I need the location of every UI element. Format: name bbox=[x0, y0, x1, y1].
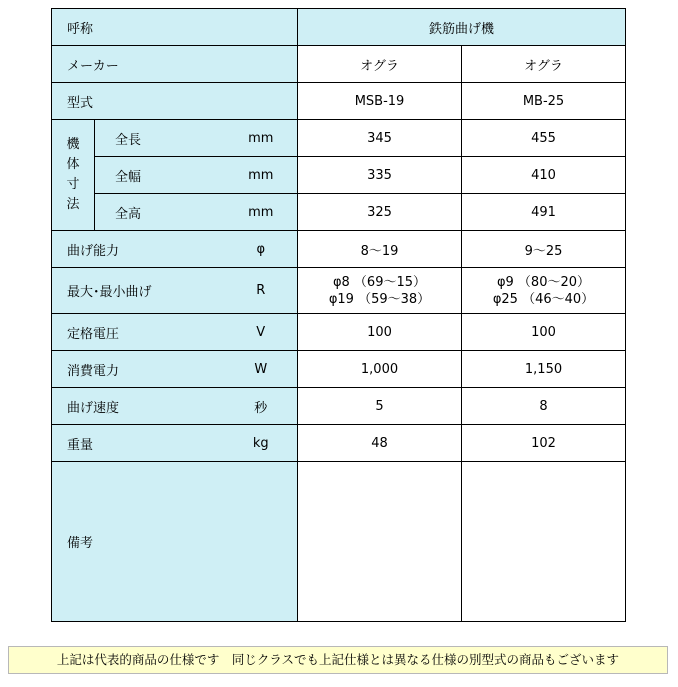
power-unit: W bbox=[225, 351, 298, 388]
body-dims-char: 体 bbox=[66, 157, 80, 172]
speed-value-1: 5 bbox=[298, 388, 462, 425]
capacity-unit: φ bbox=[225, 231, 298, 268]
height-value-1: 325 bbox=[298, 194, 462, 231]
header-row bbox=[52, 9, 626, 46]
power-value-1: 1,000 bbox=[298, 351, 462, 388]
height-value-2: 491 bbox=[462, 194, 626, 231]
body-dims-char: 寸 bbox=[66, 177, 80, 192]
bend-radius-line: φ9 （80～20） bbox=[496, 274, 591, 290]
body-dims-char: 法 bbox=[66, 197, 80, 212]
width-value-2: 410 bbox=[462, 157, 626, 194]
width-unit: mm bbox=[225, 157, 298, 194]
capacity-value-2: 9～25 bbox=[462, 231, 626, 268]
height-label: 全高 bbox=[95, 194, 225, 231]
width-label: 全幅 bbox=[95, 157, 225, 194]
power-row bbox=[52, 351, 626, 388]
width-row bbox=[52, 157, 626, 194]
bend-radius-row bbox=[52, 268, 626, 314]
body-dims-group-label bbox=[52, 120, 95, 231]
product-title: 鉄筋曲げ機 bbox=[298, 9, 626, 46]
weight-value-1: 48 bbox=[298, 425, 462, 462]
bend-radius-value-1 bbox=[298, 268, 462, 314]
remarks-label: 備考 bbox=[52, 462, 298, 622]
notice-bar: 上記は代表的商品の仕様です 同じクラスでも上記仕様とは異なる仕様の別型式の商品もございます bbox=[8, 646, 668, 674]
maker-value-1: オグラ bbox=[298, 46, 462, 83]
weight-value-2: 102 bbox=[462, 425, 626, 462]
capacity-label: 曲げ能力 bbox=[52, 231, 225, 268]
voltage-unit: V bbox=[225, 314, 298, 351]
bend-radius-value-2 bbox=[462, 268, 626, 314]
bend-radius-line: φ19 （59～38） bbox=[328, 291, 431, 307]
bend-radius-line: φ8 （69～15） bbox=[332, 274, 427, 290]
capacity-row bbox=[52, 231, 626, 268]
speed-row bbox=[52, 388, 626, 425]
length-label: 全長 bbox=[95, 120, 225, 157]
voltage-value-1: 100 bbox=[298, 314, 462, 351]
voltage-value-2: 100 bbox=[462, 314, 626, 351]
model-value-1: MSB-19 bbox=[298, 83, 462, 120]
width-value-1: 335 bbox=[298, 157, 462, 194]
model-label: 型式 bbox=[52, 83, 298, 120]
remarks-row bbox=[52, 462, 626, 622]
height-row bbox=[52, 194, 626, 231]
voltage-row bbox=[52, 314, 626, 351]
weight-label: 重量 bbox=[52, 425, 225, 462]
maker-row bbox=[52, 46, 626, 83]
length-unit: mm bbox=[225, 120, 298, 157]
weight-row bbox=[52, 425, 626, 462]
power-value-2: 1,150 bbox=[462, 351, 626, 388]
length-value-1: 345 bbox=[298, 120, 462, 157]
weight-unit: kg bbox=[225, 425, 298, 462]
remarks-value-2 bbox=[462, 462, 626, 622]
bend-radius-unit: R bbox=[225, 268, 298, 314]
speed-unit: 秒 bbox=[225, 388, 298, 425]
spec-table bbox=[51, 8, 626, 622]
model-value-2: MB-25 bbox=[462, 83, 626, 120]
capacity-value-1: 8～19 bbox=[298, 231, 462, 268]
height-unit: mm bbox=[225, 194, 298, 231]
speed-value-2: 8 bbox=[462, 388, 626, 425]
speed-label: 曲げ速度 bbox=[52, 388, 225, 425]
power-label: 消費電力 bbox=[52, 351, 225, 388]
bend-radius-line: φ25 （46～40） bbox=[492, 291, 595, 307]
model-row bbox=[52, 83, 626, 120]
voltage-label: 定格電圧 bbox=[52, 314, 225, 351]
bend-radius-label: 最大･最小曲げ bbox=[52, 268, 225, 314]
remarks-value-1 bbox=[298, 462, 462, 622]
maker-label: メーカー bbox=[52, 46, 298, 83]
name-label: 呼称 bbox=[52, 9, 298, 46]
length-row bbox=[52, 120, 626, 157]
length-value-2: 455 bbox=[462, 120, 626, 157]
maker-value-2: オグラ bbox=[462, 46, 626, 83]
body-dims-char: 機 bbox=[66, 137, 80, 152]
